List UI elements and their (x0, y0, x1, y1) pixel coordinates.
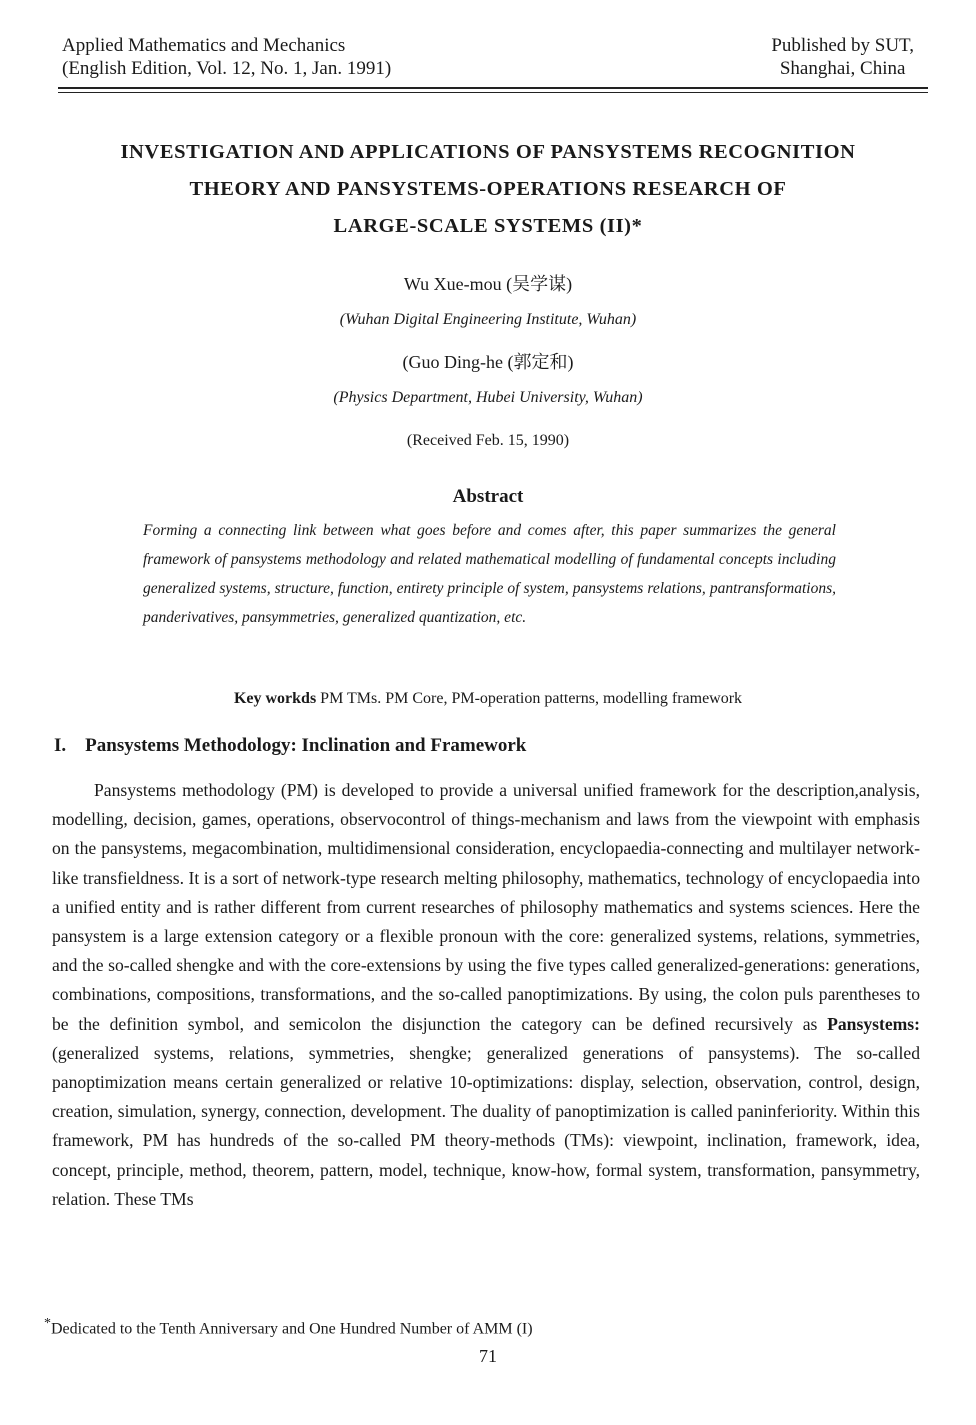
publisher-name: Published by SUT, (771, 35, 914, 56)
author-1-affiliation: (Wuhan Digital Engineering Institute, Wuhan) (339, 311, 637, 328)
body-bold-term: Pansystems: (827, 1013, 920, 1034)
author-1-name: Wu Xue-mou (吴学谋) (403, 274, 573, 294)
abstract-text: Forming a connecting link between what goes before and comes after, this paper summarizes the general framework of pansystems methodology and related mathematical modelling of fundamental concepts including generalized systems, structure, function, entirety principle of system, pansystems relations, pantransformations, panderivatives, pansymmetries, generalized quantization, etc. (143, 522, 836, 626)
title-line-3: LARGE-SCALE SYSTEMS (II)* (333, 215, 643, 237)
body-text-part-2: (generalized systems, relations, symmetries, shengke; generalized generations of pansystems). The so-called panoptimization means certain generalized or relative 10-optimizations: display, selection, observation, control, design, creation, simulation, synergy, connection, development. The duality of panoptimization is called paninferiority. Within this framework, PM has hundreds of the so-called PM theory-methods (TMs): viewpoint, inclination, framework, idea, concept, principle, method, theorem, pattern, model, technique, know-how, formal system, transformation, pansymmetry, relation. These TMs (52, 1042, 920, 1209)
header-rule-thin (58, 92, 928, 93)
page-number: 71 (479, 1346, 497, 1366)
journal-issue: (English Edition, Vol. 12, No. 1, Jan. 1991) (62, 58, 392, 79)
keywords (0, 690, 976, 708)
footnote-mark: * (44, 1316, 51, 1331)
paper-title (50, 134, 926, 245)
footnote (44, 1316, 533, 1338)
author-2-name: (Guo Ding-he (郭定和) (402, 352, 574, 372)
keywords-text: PM TMs. PM Core, PM-operation patterns, modelling framework (320, 690, 743, 707)
publisher-info (771, 34, 914, 80)
section-heading: I. Pansystems Methodology: Inclination and Framework (54, 735, 527, 756)
author-2-affiliation: (Physics Department, Hubei University, Wuhan) (333, 389, 643, 406)
title-line-2: THEORY AND PANSYSTEMS-OPERATIONS RESEARCH OF (189, 178, 787, 200)
header-rule-thick (58, 87, 928, 89)
footnote-text: Dedicated to the Tenth Anniversary and One Hundred Number of AMM (I) (51, 1320, 533, 1338)
received-date: (Received Feb. 15, 1990) (406, 432, 570, 449)
abstract-heading: Abstract (452, 486, 524, 507)
journal-info (62, 34, 391, 80)
keywords-label: Key workds (233, 690, 317, 707)
publisher-location: Shanghai, China (779, 58, 906, 79)
body-paragraph (52, 776, 920, 1214)
body-text-part-1: Pansystems methodology (PM) is developed to provide a universal unified framework for the description,analysis, modelling, decision, games, operations, observocontrol of things-mechanism and laws from the viewpoint with emphasis on the pansystems, megacombination, multidimensional consideration, encyclopaedia-connecting and multilayer network-like transfieldness. It is a sort of network-type research melting philosophy, mathematics, technology of encyclopaedia into a unified entity and is rather different from current researches of philosophy mathematics and systems sciences. Here the pansystem is a large extension category or a flexible pronoun with the core: generalized systems, relations, symmetries, and the so-called shengke and with the core-extensions by using the five types called generalized-generations: generations, combinations, compositions, transformations, and the so-called panoptimizations. By using, the colon puls parentheses to be the definition symbol, and semicolon the disjunction the category can be defined recursively as (52, 780, 920, 1034)
title-line-1: INVESTIGATION AND APPLICATIONS OF PANSYSTEMS RECOGNITION (120, 141, 856, 163)
journal-name: Applied Mathematics and Mechanics (62, 35, 346, 56)
